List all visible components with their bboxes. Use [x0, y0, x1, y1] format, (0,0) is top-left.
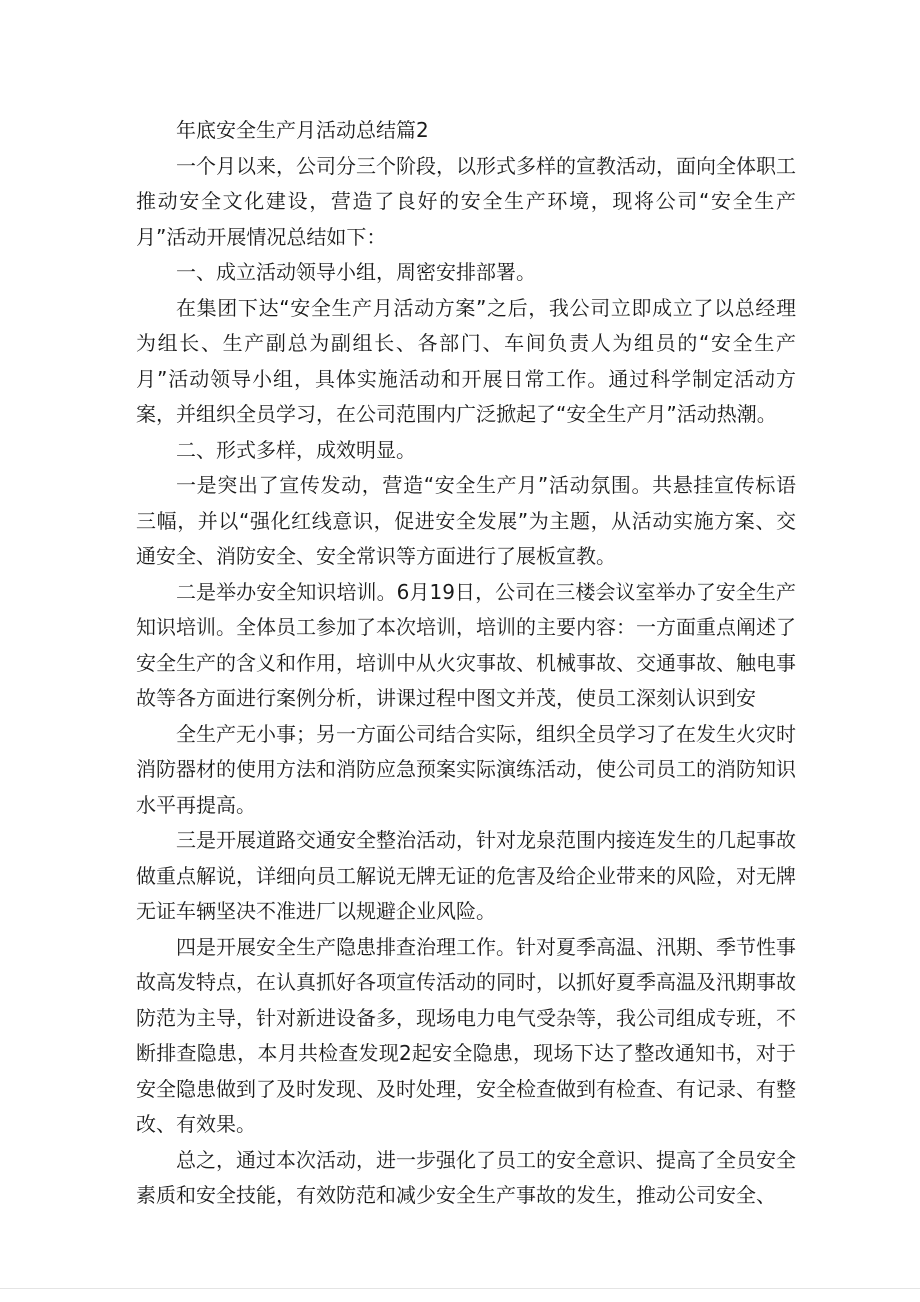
document-title: 年底安全生产月活动总结篇2: [176, 118, 429, 142]
paragraph-conclusion: 总之，通过本次活动，进一步强化了员工的安全意识、提高了全员安全素质和安全技能，有效防范和减少安全生产事故的发生，推动公司安全、: [136, 1147, 796, 1207]
section-heading-1: 一、成立活动领导小组，周密安排部署。: [176, 260, 536, 284]
paragraph-leadership-group: 在集团下达“安全生产月活动方案”之后，我公司立即成立了以总经理为组长、生产副总为副组长、各部门、车间负责人为组员的“安全生产月”活动领导小组，具体实施活动和开展日常工作。通过科学制定活动方案，并组织全员学习，在公司范围内广泛掀起了“安全生产月”活动热潮。: [136, 295, 796, 426]
paragraph-training-continued: 全生产无小事；另一方面公司结合实际，组织全员学习了在发生火灾时消防器材的使用方法和消防应急预案实际演练活动，使公司员工的消防知识水平再提高。: [136, 721, 796, 817]
paragraph-traffic-safety: 三是开展道路交通安全整治活动，针对龙泉范围内接连发生的几起事故做重点解说，详细向员工解说无牌无证的危害及给企业带来的风险，对无牌无证车辆坚决不准进厂以规避企业风险。: [136, 828, 796, 923]
document-body: [136, 113, 796, 1214]
paragraph-publicity: 一是突出了宣传发动，营造“安全生产月”活动氛围。共悬挂宣传标语三幅，并以“强化红线意识，促进安全发展”为主题，从活动实施方案、交通安全、消防安全、安全常识等方面进行了展板宣教。: [136, 473, 796, 568]
page-bottom-edge: [0, 1288, 920, 1302]
paragraph-training: 二是举办安全知识培训。6月19日，公司在三楼会议室举办了安全生产知识培训。全体员工参加了本次培训，培训的主要内容：一方面重点阐述了安全生产的含义和作用，培训中从火灾事故、机械事故、交通事故、触电事故等各方面进行案例分析，讲课过程中图文并茂，使员工深刻认识到安: [136, 579, 796, 710]
section-heading-2: 二、形式多样，成效明显。: [176, 437, 416, 462]
paragraph-hazard-inspection: 四是开展安全生产隐患排查治理工作。针对夏季高温、汛期、季节性事故高发特点，在认真抓好各项宣传活动的同时，以抓好夏季高温及汛期事故防范为主导，针对新进设备多，现场电力电气受杂等，我公司组成专班，不断排查隐患，本月共检查发现2起安全隐患，现场下达了整改通知书，对于安全隐患做到了及时发现、及时处理，安全检查做到有检查、有记录、有整改、有效果。: [136, 934, 796, 1136]
paragraph-intro: 一个月以来，公司分三个阶段，以形式多样的宣教活动，面向全体职工推动安全文化建设，营造了良好的安全生产环境，现将公司“安全生产月”活动开展情况总结如下：: [136, 153, 796, 249]
